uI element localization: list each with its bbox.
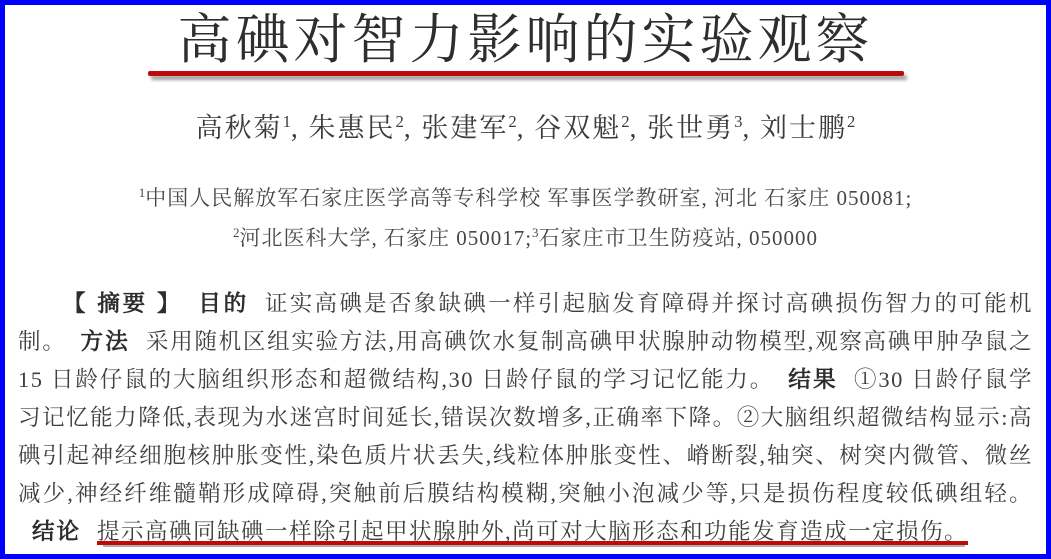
- author-affiliation-superscript: 2: [621, 112, 630, 132]
- abstract-paragraph: [5, 285, 1046, 551]
- affiliation-text: 石家庄市卫生防疫站, 050000: [538, 226, 819, 251]
- affiliation-text: 河北医科大学, 石家庄 050017;: [239, 226, 533, 251]
- author-name: 朱惠民: [308, 113, 396, 144]
- author-affiliation-superscript: 3: [734, 112, 743, 132]
- author-affiliation-superscript: 2: [847, 112, 856, 132]
- author-affiliation-superscript: 2: [508, 112, 517, 132]
- paper-title: 高碘对智力影响的实验观察: [177, 10, 874, 70]
- author-line: 高秋菊$^1$, 朱惠民$^2$, 张建军$^2$, 谷双魁$^2$, 张世勇$^3$, 刘士鹏$^2$: [195, 112, 856, 144]
- abstract-section-text: 采用随机区组实验方法,用高碘饮水复制高碘甲状腺肿动物模型,观察高碘甲肿孕鼠之 15 日龄仔鼠的大脑组织形态和超微结构,30 日龄仔鼠的学习记忆能力。: [18, 329, 1033, 393]
- abstract-conclusion-text-red-underlined: 提示高碘同缺碘一样除引起甲状腺肿外,尚可对大脑形态和功能发育造成一定损伤。: [97, 519, 968, 547]
- author-name: 谷双魁: [534, 113, 622, 144]
- abstract-section-text: ①30 日龄仔鼠学习记忆能力降低,表现为水迷宫时间延长,错误次数增多,正确率下降。②大脑组织超微结构显示:高碘引起神经细胞核肿胀变性,染色质片状丢失,线粒体肿胀变性、嵴断裂,轴突、树突内微管、微丝减少,神经纤维髓鞘形成障碍,突触前后膜结构模糊,突触小泡减少等,只是损伤程度较低碘组轻。: [18, 367, 1033, 507]
- affiliation-line: [5, 179, 1046, 219]
- title-red-underline-annotation: [148, 71, 904, 76]
- author-name: 高秋菊: [195, 113, 283, 144]
- abstract-section-heading: 结果: [788, 367, 838, 393]
- author-affiliation-superscript: 1: [282, 112, 291, 132]
- author-affiliation-superscript: 2: [395, 112, 404, 132]
- abstract-label: 【 摘要 】: [63, 291, 183, 317]
- affiliation-superscript: 1: [138, 185, 146, 201]
- abstract-section-heading: 目的: [198, 291, 249, 317]
- abstract-section-heading: 结论: [32, 519, 82, 545]
- abstract-section-heading: 方法: [80, 329, 130, 355]
- affiliation-superscript: 3: [532, 225, 539, 241]
- abstract-section-text: 证实高碘是否象缺碘一样引起脑发育障碍并探讨高碘损伤智力的可能机制。: [18, 291, 1033, 355]
- author-name: 张建军: [421, 113, 509, 144]
- affiliation-superscript: 2: [232, 225, 240, 241]
- affiliation-block: [5, 179, 1046, 259]
- author-name: 刘士鹏: [760, 113, 847, 144]
- author-name: 张世勇: [647, 113, 735, 144]
- affiliation-text: 中国人民解放军石家庄医学高等专科学校 军事医学教研室, 河北 石家庄 050081;: [145, 186, 913, 211]
- affiliation-line: [5, 219, 1046, 259]
